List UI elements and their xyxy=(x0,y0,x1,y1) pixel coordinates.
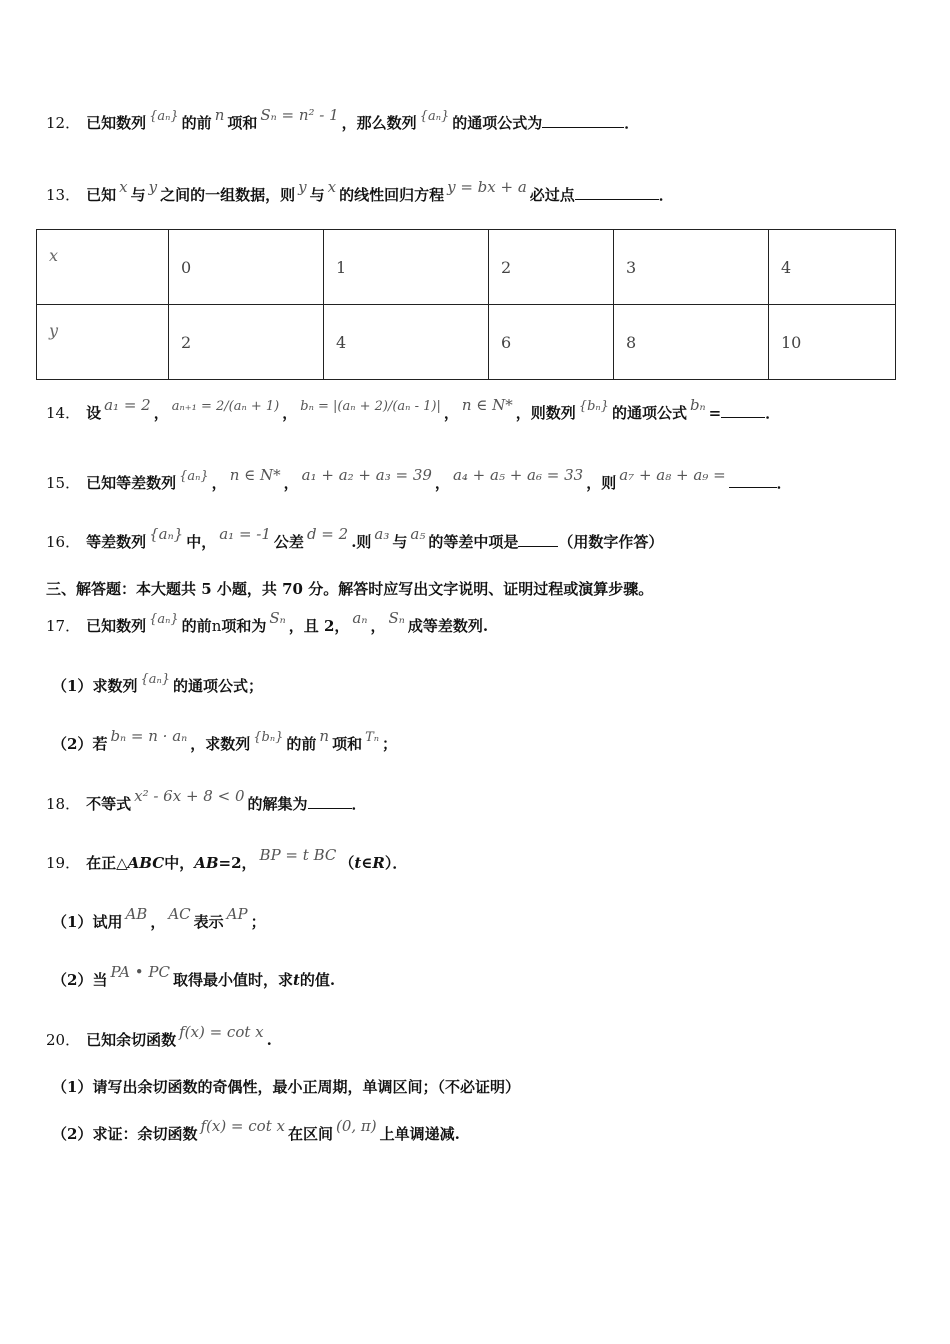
question-12: 12． 已知数列 {aₙ} 的前 n 项和 Sₙ = n² - 1 ，那么数列 {aₙ} 的通项公式为 ． xyxy=(46,106,640,132)
table-cell: 4 xyxy=(324,305,489,380)
math-expression: a₁ + a₂ + a₃ = 39 xyxy=(301,466,432,484)
question-13: 13． 已知 x 与 y 之间的一组数据，则 y 与 x 的线性回归方程 y = bx + a 必过点 ． xyxy=(46,178,674,204)
answer-blank xyxy=(721,403,765,418)
math-expression: Sₙ xyxy=(388,609,405,627)
math-expression: {aₙ} xyxy=(149,109,179,124)
question-number: 12． xyxy=(46,114,81,132)
math-expression: aₙ₊₁ = 2/(aₙ + 1) xyxy=(171,399,280,414)
math-expression: bₙ = |(aₙ + 2)/(aₙ - 1)| xyxy=(300,399,441,414)
table-cell: 8 xyxy=(614,305,769,380)
table-cell: 0 xyxy=(169,230,324,305)
question-17-part-2: （2）若 bₙ = n · aₙ ，求数列 {bₙ} 的前 n 项和 Tₙ ； xyxy=(52,727,398,753)
math-expression: a₅ xyxy=(410,525,426,543)
table-cell: 1 xyxy=(324,230,489,305)
math-expression: AC xyxy=(168,905,191,923)
table-cell: 6 xyxy=(489,305,614,380)
question-14: 14． 设 a₁ = 2 ， aₙ₊₁ = 2/(aₙ + 1) ， bₙ = |(aₙ + 2)/(aₙ - 1)| ， n ∈ N* ，则数列 {bₙ} 的通项公式 bₙ = ． xyxy=(46,396,781,422)
question-19-part-2: （2）当 PA • PC 取得最小值时，求t的值. xyxy=(52,963,336,989)
math-expression: Tₙ xyxy=(365,730,380,745)
math-expression: a₇ + a₈ + a₉ = xyxy=(619,466,726,484)
answer-blank xyxy=(575,185,659,200)
math-expression: Sₙ = n² - 1 xyxy=(260,106,339,124)
math-expression: PA • PC xyxy=(110,963,170,981)
math-expression: y = bx + a xyxy=(447,178,527,196)
table-cell: 4 xyxy=(769,230,896,305)
question-number: 13． xyxy=(46,186,81,204)
math-expression: a₁ = 2 xyxy=(104,396,151,414)
question-17-part-1: （1）求数列 {aₙ} 的通项公式； xyxy=(52,672,264,695)
question-16: 16． 等差数列 {aₙ} 中， a₁ = -1 公差 d = 2 .则 a₃ 与 a₅ 的等差中项是 （用数字作答） xyxy=(46,525,664,551)
math-expression: y xyxy=(298,178,307,196)
section-heading: 三、解答题：本大题共 5 小题，共 70 分。解答时应写出文字说明、证明过程或演算步骤。 xyxy=(46,580,654,598)
answer-blank xyxy=(518,532,558,547)
math-expression: x xyxy=(327,178,337,196)
math-expression: {aₙ} xyxy=(419,109,450,124)
math-expression: a₃ xyxy=(374,525,390,543)
question-number: 17． xyxy=(46,617,81,635)
math-expression: a₄ + a₅ + a₆ = 33 xyxy=(452,466,584,484)
math-expression: x² - 6x + 8 < 0 xyxy=(134,787,245,805)
math-expression: Sₙ xyxy=(269,609,286,627)
math-expression: BP = t BC xyxy=(259,846,337,864)
math-expression: {aₙ} xyxy=(140,672,171,687)
question-number: 14． xyxy=(46,404,81,422)
math-expression: bₙ xyxy=(689,396,706,414)
math-expression: {aₙ} xyxy=(149,612,179,627)
question-number: 19． xyxy=(46,854,81,872)
math-expression: AP xyxy=(226,905,248,923)
math-expression: n ∈ N* xyxy=(461,396,513,414)
math-expression: f(x) = cot x xyxy=(179,1023,264,1041)
question-number: 16． xyxy=(46,533,81,551)
table-cell: 2 xyxy=(169,305,324,380)
table-row xyxy=(37,305,896,380)
math-expression: y xyxy=(148,178,158,196)
table-cell: 10 xyxy=(769,305,896,380)
answer-blank xyxy=(542,113,624,128)
question-18: 18． 不等式 x² - 6x + 8 < 0 的解集为 ． xyxy=(46,787,367,813)
table-cell: 2 xyxy=(489,230,614,305)
question-number: 18． xyxy=(46,795,81,813)
math-expression: {aₙ} xyxy=(179,469,209,484)
answer-blank xyxy=(308,794,352,809)
question-20-part-1: （1）请写出余切函数的奇偶性，最小正周期，单调区间；（不必证明） xyxy=(52,1078,520,1096)
math-expression: {bₙ} xyxy=(578,399,609,414)
question-17: 17． 已知数列 {aₙ} 的前n项和为 Sₙ ，且 2， aₙ ， Sₙ 成等差数列. xyxy=(46,609,489,635)
math-expression: {aₙ} xyxy=(149,525,184,543)
question-15: 15． 已知等差数列 {aₙ} ， n ∈ N* ， a₁ + a₂ + a₃ = 39 ， a₄ + a₅ + a₆ = 33 ，则 a₇ + a₈ + a₉ = ． xyxy=(46,466,792,492)
table-header-x: x xyxy=(37,230,169,305)
math-expression: n xyxy=(214,106,225,124)
question-20: 20． 已知余切函数 f(x) = cot x . xyxy=(46,1023,272,1049)
math-expression: f(x) = cot x xyxy=(200,1117,285,1135)
math-expression: aₙ xyxy=(352,609,368,627)
data-table xyxy=(36,229,896,380)
question-number: 20． xyxy=(46,1031,81,1049)
math-expression: (0, π) xyxy=(335,1117,377,1135)
question-20-part-2: （2）求证：余切函数 f(x) = cot x 在区间 (0, π) 上单调递减. xyxy=(52,1117,460,1143)
math-expression: AB xyxy=(125,905,148,923)
math-expression: n ∈ N* xyxy=(229,466,281,484)
math-expression: {bₙ} xyxy=(253,730,284,745)
math-expression: x xyxy=(119,178,128,196)
math-expression: bₙ = n · aₙ xyxy=(110,727,188,745)
question-19-part-1: （1）试用 AB ， AC 表示 AP ； xyxy=(52,905,266,931)
math-expression: d = 2 xyxy=(306,525,349,543)
table-cell: 3 xyxy=(614,230,769,305)
question-19: 19． 在正△ABC中，AB=2， BP = t BC （t∈R）． xyxy=(46,846,408,872)
math-expression: a₁ = -1 xyxy=(219,525,271,543)
answer-blank xyxy=(729,473,777,488)
table-header-y: y xyxy=(37,305,169,380)
math-expression: n xyxy=(319,727,330,745)
question-number: 15． xyxy=(46,474,81,492)
table-row xyxy=(37,230,896,305)
